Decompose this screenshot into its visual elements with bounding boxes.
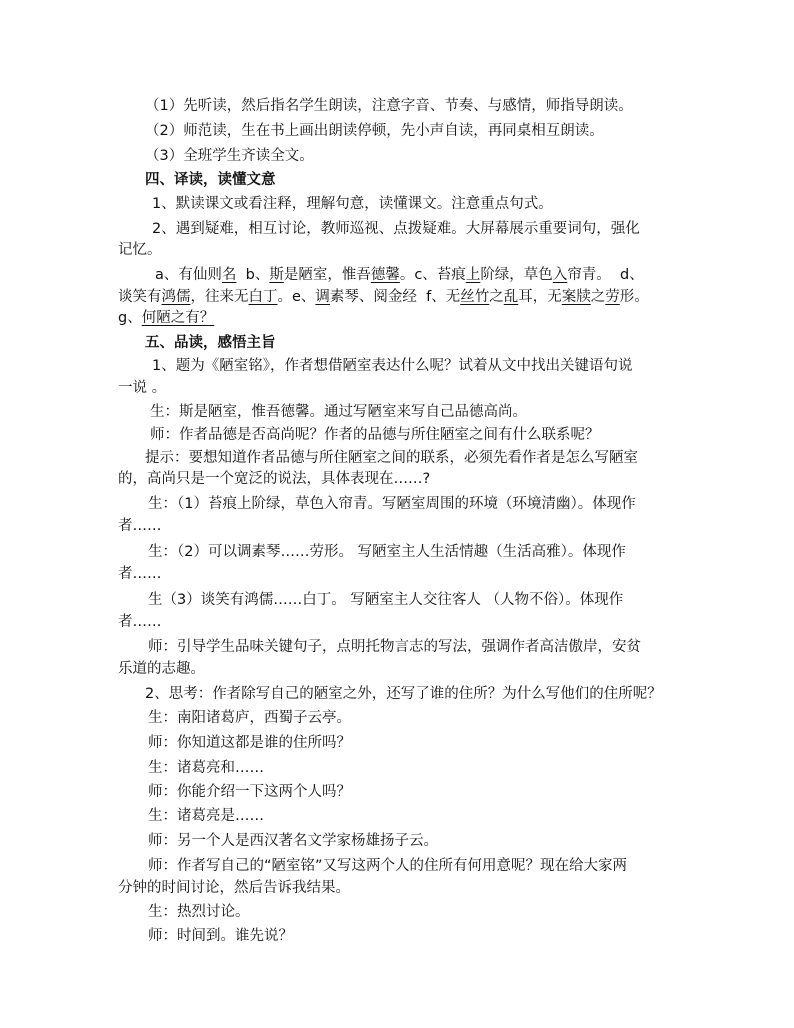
- dialogue-line: [148, 590, 708, 610]
- dialogue-line: [148, 758, 708, 778]
- line-text: 2、思考：作者除写自己的陋室之外，还写了谁的住所？为什么写他们的住所呢？: [145, 686, 662, 702]
- dialogue-line: [118, 564, 678, 584]
- line-text: 师：引导学生品味关键句子，点明托物言志的写法，强调作者高洁傲岸，安贫: [148, 639, 641, 655]
- dialogue-line: [118, 612, 678, 632]
- paragraph: [118, 378, 678, 398]
- line-text: 乐道的志趣。: [118, 661, 205, 677]
- phrase-text: 。c、苔痕: [399, 267, 466, 283]
- phrase-text: 谈笑有: [118, 289, 162, 305]
- dialogue-line: [148, 782, 708, 802]
- line-text: 提示：要想知道作者品德与所住陋室之间的联系，必须先看作者是怎么写陋室: [145, 450, 638, 466]
- key-word: 丝竹: [460, 289, 490, 305]
- line-text: 师：你知道这都是谁的住所吗？: [148, 735, 351, 751]
- line-text: 生：诸葛亮是……: [148, 808, 264, 824]
- hint-line: [145, 448, 705, 468]
- line-text: 者……: [118, 566, 162, 582]
- phrase-text: g、: [118, 310, 142, 326]
- step-1-text: [145, 96, 705, 116]
- phrase-text: b、: [236, 267, 270, 283]
- key-word: 入: [552, 267, 568, 283]
- line-text: 一说 。: [118, 380, 167, 396]
- dialogue-line: [118, 516, 678, 536]
- line-text: 记忆。: [118, 242, 162, 258]
- key-phrases-line: [155, 265, 690, 285]
- line-text: 1、默读课文或看注释，理解句意，读懂课文。注意重点句式。: [152, 196, 553, 212]
- dialogue-line: [150, 425, 710, 445]
- line-text: 师：作者品德是否高尚呢？作者的品德与所住陋室之间有什么联系呢？: [150, 427, 600, 443]
- step-3-text: [145, 146, 705, 166]
- key-word: 调: [315, 289, 330, 305]
- section-heading-4: [145, 170, 705, 190]
- line-text: 分钟的时间讨论，然后告诉我结果。: [118, 880, 350, 896]
- dialogue-line: [150, 402, 710, 422]
- phrase-text: 阶绿，草色: [480, 267, 553, 283]
- key-phrases-line: [118, 308, 678, 328]
- line-text: 者……: [118, 518, 162, 534]
- line-text: 生：诸葛亮和……: [148, 760, 264, 776]
- heading-text: 五、品读，感悟主旨: [145, 335, 276, 351]
- phrase-text: 。e、: [277, 289, 316, 305]
- line-text: 1、题为《陋室铭》，作者想借陋室表达什么呢？试着从文中找出关键语句说: [152, 358, 633, 374]
- phrase-text: a、有仙则: [155, 267, 222, 283]
- key-word: 何陋之有？: [141, 310, 215, 326]
- dialogue-line: [148, 926, 708, 946]
- phrase-text: 帘青。 d、: [567, 267, 644, 283]
- key-word: 案牍: [561, 289, 591, 305]
- dialogue-line: [148, 733, 708, 753]
- dialogue-line: [118, 878, 678, 898]
- step-2-text: [145, 121, 705, 141]
- paragraph: [118, 240, 678, 260]
- line-text: 生：南阳诸葛庐，西蜀子云亭。: [148, 710, 351, 726]
- phrase-text: 之: [489, 289, 504, 305]
- dialogue-line: [148, 856, 708, 876]
- phrase-text: 之: [590, 289, 606, 305]
- line-text: 生：（2）可以调素琴……劳形。 写陋室主人生活情趣（生活高雅）。体现作: [148, 544, 626, 560]
- phrase-text: 耳，无: [518, 289, 562, 305]
- dialogue-line: [148, 806, 708, 826]
- phrase-text: 是陋室，惟吾: [283, 267, 371, 283]
- line-text: 生：（1）苔痕上阶绿，草色入帘青。写陋室周围的环境（环境清幽）。体现作: [148, 496, 636, 512]
- dialogue-line: [148, 831, 708, 851]
- paragraph: [152, 194, 712, 214]
- dialogue-line: [148, 542, 708, 562]
- section-heading-5: [145, 333, 705, 353]
- line-text: 生：斯是陋室，惟吾德馨。通过写陋室来写自己品德高尚。: [150, 404, 527, 420]
- line-text: 生（3）谈笑有鸿儒……白丁。 写陋室主人交往客人 （人物不俗）。体现作: [148, 592, 624, 608]
- line-text: （3）全班学生齐读全文。: [145, 148, 314, 164]
- phrase-text: 素琴、阅金经 f、无: [329, 289, 461, 305]
- key-word: 劳: [605, 289, 620, 305]
- dialogue-line: [148, 902, 708, 922]
- dialogue-line: [148, 708, 708, 728]
- line-text: （2）师范读，生在书上画出朗读停顿，先小声自读，再同桌相互朗读。: [145, 123, 604, 139]
- key-word: 斯: [269, 267, 284, 283]
- key-word: 白丁: [248, 289, 278, 305]
- paragraph: [152, 356, 712, 376]
- line-text: 的，高尚只是一个宽泛的说法，具体表现在……?: [118, 471, 431, 487]
- key-word: 鸿儒: [161, 289, 191, 305]
- key-word: 乱: [503, 289, 519, 305]
- paragraph: [152, 219, 712, 239]
- line-text: 2、遇到疑难，相互讨论，教师巡视、点拨疑难。大屏幕展示重要词句，强化: [152, 221, 640, 237]
- line-text: 者……: [118, 614, 162, 630]
- dialogue-line: [148, 494, 708, 514]
- line-text: 师：另一个人是西汉著名文学家杨雄扬子云。: [148, 833, 438, 849]
- line-text: 生：热烈讨论。: [148, 904, 250, 920]
- dialogue-line: [118, 659, 678, 679]
- phrase-text: 形。: [619, 289, 649, 305]
- phrase-text: ，往来无: [190, 289, 249, 305]
- heading-text: 四、译读，读懂文意: [145, 172, 276, 188]
- question-line: [145, 684, 705, 704]
- hint-line: [118, 469, 678, 489]
- key-phrases-line: [118, 287, 693, 307]
- key-word: 名: [221, 267, 237, 283]
- line-text: （1）先听读，然后指名学生朗读，注意字音、节奏、与感情，师指导朗读。: [145, 98, 633, 114]
- key-word: 德馨: [370, 267, 400, 283]
- line-text: 师：作者写自己的“陋室铭”又写这两个人的住所有何用意呢？现在给大家两: [148, 858, 628, 874]
- line-text: 师：你能介绍一下这两个人吗？: [148, 784, 351, 800]
- line-text: 师：时间到。谁先说？: [148, 928, 293, 944]
- key-word: 上: [465, 267, 481, 283]
- dialogue-line: [148, 637, 708, 657]
